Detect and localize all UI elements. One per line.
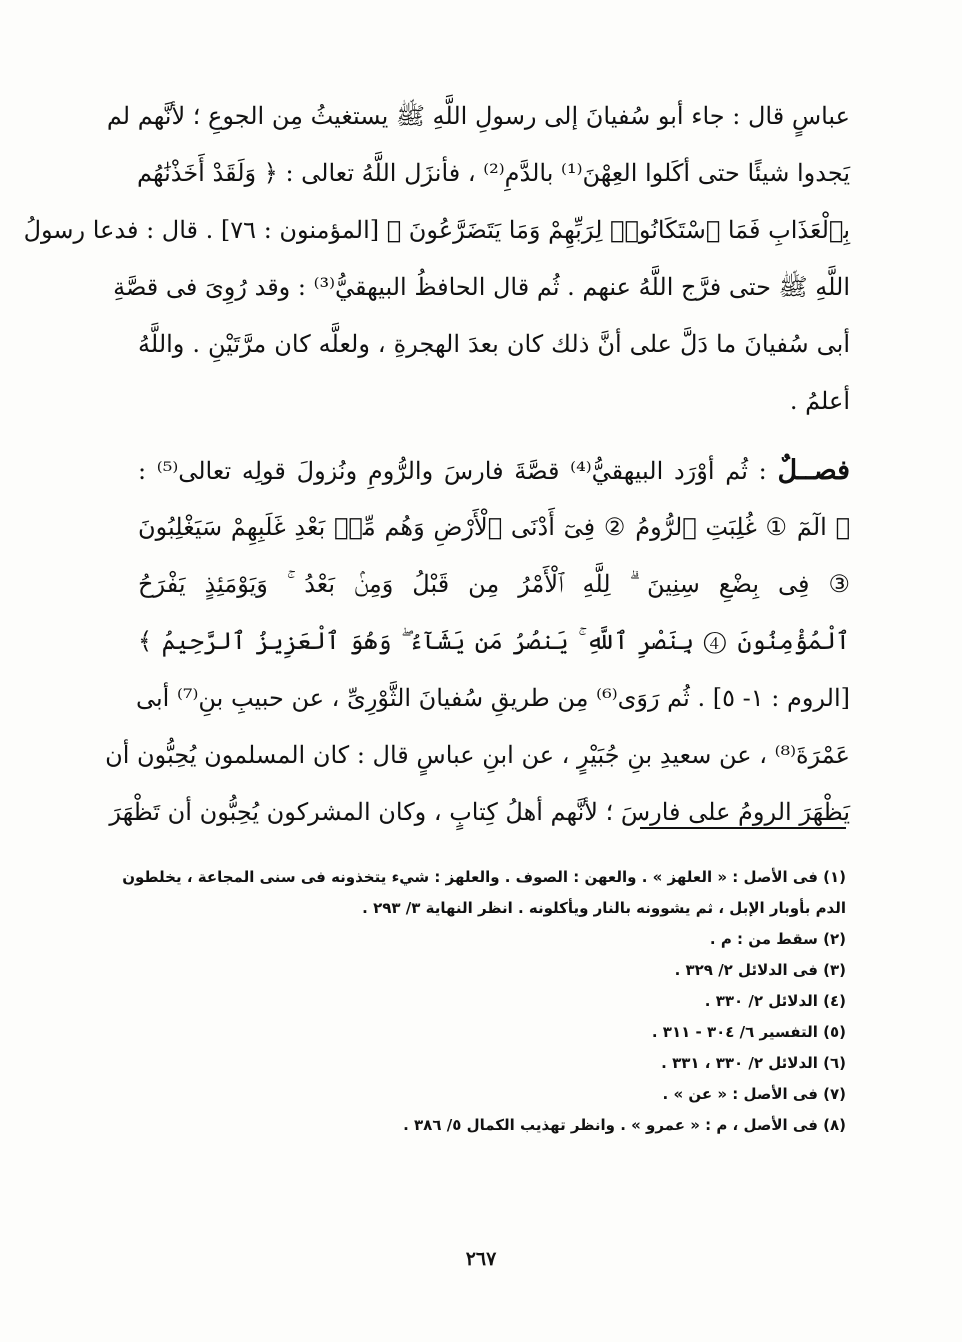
footnote: (٧) فى الأصل : « عن » . xyxy=(662,1085,846,1103)
main-text xyxy=(23,88,851,841)
paragraph-gap xyxy=(138,430,850,442)
section-heading: فصــلٌ xyxy=(777,455,851,486)
footnote: (٥) التفسير ٦/ ٣٠٤ - ٣١١ . xyxy=(651,1023,846,1041)
quran-verse-line: ﴿ الٓمٓ ① غُلِبَتِ ٱلرُّومُ ② فِىٓ أَدْنَى ٱلْأَرْضِ وَهُم مِّنۢ بَعْدِ غَلَبِهِمْ سَيَغْلِبُونَ xyxy=(138,513,850,541)
section-intro-text: : ثُم أوْرَد البيهقيُّ⁽⁴⁾ قصَّةَ فارسَ والرُّومِ ونُزولَ قولِه تعالى⁽⁵⁾ : xyxy=(138,457,778,485)
footnote-separator xyxy=(640,827,846,829)
text-line: [الروم : ١- ٥] . ثُم رَوَى⁽⁶⁾ مِن طريقِ سُفيانَ الثَّوْرِىِّ ، عن حبيبِ بنِ⁽⁷⁾ أبى xyxy=(135,684,850,712)
footnote: (٣) فى الدلائل ٢/ ٣٢٩ . xyxy=(674,961,846,979)
text-line: عَمْرَةَ⁽⁸⁾ ، عن سعيدِ بنِ جُبَيْرٍ ، عن ابنِ عباسٍ قال : كان المسلمون يُحِبُّون أن xyxy=(105,741,850,769)
quran-verse-line: ٱلْمُؤْمِنُونَ ④ بِنَصْرِ ٱللَّهِ ۚ يَنصُرُ مَن يَشَآءُ ۖ وَهُوَ ٱلْعَزِيزُ ٱلرَّحِيمُ ﴾ xyxy=(138,627,850,655)
footnote: (٤) الدلائل ٢/ ٣٣٠ . xyxy=(704,992,846,1010)
footnote-continuation: الدم بأوبار الإبل ، ثم يشوونه بالنار ويأكلونه . انظر النهاية ٣/ ٢٩٣ . xyxy=(362,899,846,917)
footnote: (٨) فى الأصل ، م : « عمرو » . وانظر تهذيب الكمال ٥/ ٣٨٦ . xyxy=(403,1116,846,1134)
text-line: عباسٍ قال : جاء أبو سُفيانَ إلى رسولِ اللَّهِ ﷺ يستغيثُ مِن الجوعِ ؛ لأنَّهم لم xyxy=(106,102,850,130)
footnote: (٢) سقط من : م . xyxy=(709,930,846,948)
quran-verse-line: ③ فِى بِضْعِ سِنِينَ ۗ لِلَّهِ ٱلْأَمْرُ مِن قَبْلُ وَمِنۢ بَعْدُ ۚ وَيَوْمَئِذٍ يَفْرَحُ xyxy=(138,570,850,598)
text-line: يَظْهَرَ الرومُ على فارسَ ؛ لأنَّهم أهلُ كِتابٍ ، وكان المشركون يُحِبُّون أن تَظْهَرَ xyxy=(109,798,850,826)
footnote: (١) فى الأصل : « العلهز » . والعهن : الصوف . والعلهز : شيء يتخذونه فى سنى المجاعة ، يخلطون xyxy=(122,868,846,886)
page-number: ٢٦٧ xyxy=(465,1248,497,1270)
footnote: (٦) الدلائل ٢/ ٣٣٠ ، ٣٣١ . xyxy=(661,1054,846,1072)
text-line: أبى سُفيانَ ما دَلَّ على أنَّ ذلك كان بعدَ الهجرةِ ، ولعلَّه كان مرَّتَيْنِ . واللَّهُ xyxy=(138,330,850,358)
section-first-line xyxy=(138,442,850,499)
text-line: بِٱلْعَذَابِ فَمَا ٱسْتَكَانُوا۟ لِرَبِّهِمْ وَمَا يَتَضَرَّعُونَ ﴾ [المؤمنون : ٧٦] . قال : فدعا رسولُ xyxy=(23,216,850,244)
text-line: يَجدوا شيئًا حتى أكَلوا العِهْنَ⁽¹⁾ بالدَّمِ⁽²⁾ ، فأنزَل اللَّهُ تعالى : ﴿ وَلَقَدْ أَخَذْنَٰهُم xyxy=(137,159,850,187)
text-line: أعلمُ . xyxy=(789,387,850,415)
text-line: اللَّهِ ﷺ حتى فرَّج اللَّهُ عنهم . ثُم قال الحافظُ البيهقيُّ⁽³⁾ : وقد رُوِىَ فى قصَّةِ xyxy=(113,273,850,301)
footnotes xyxy=(122,862,846,1141)
